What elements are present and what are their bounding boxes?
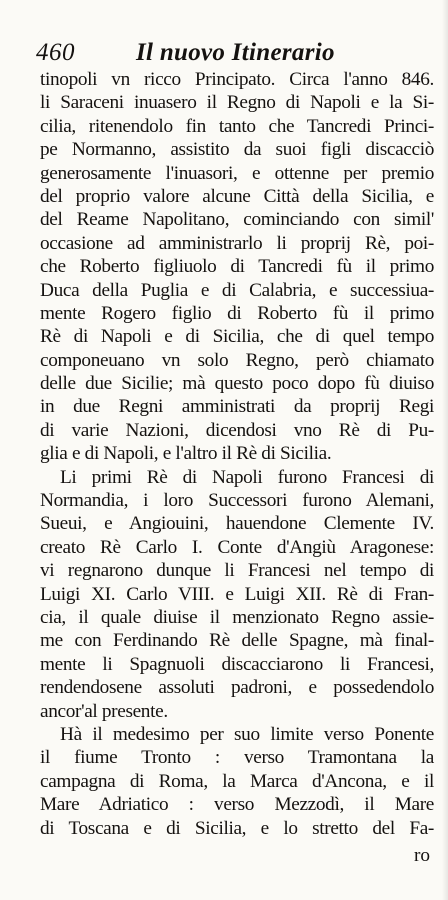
page-header [36,38,436,68]
text-line: Mare Adriatico : verso Mezzodì, il Mare [40,794,434,816]
text-line: vi regnarono dunque li Francesi nel tempo di [40,560,434,582]
page-edge-shadow [442,0,448,900]
text-line: del Reame Napolitano, cominciando con simil' [40,209,434,231]
text-line: creato Rè Carlo I. Conte d'Angiù Aragonese: [40,536,434,558]
text-line: cia, il quale diuise il menzionato Regno assie- [40,606,434,628]
text-line: li Saraceni inuasero il Regno di Napoli e la Si- [40,92,434,114]
text-line: generosamente l'inuasori, e ottenne per premio [40,162,434,184]
text-line: me con Ferdinando Rè delle Spagne, mà final- [40,630,434,652]
text-line: delle due Sicilie; mà questo poco dopo fù diuiso [40,373,434,395]
text-line: Hà il medesimo per suo limite verso Ponente [60,723,434,745]
text-line: pe Normanno, assistito da suoi figli discacciò [40,139,434,161]
text-line: rendendosene assoluti padroni, e possedendolo [40,677,434,699]
text-line: campagna di Roma, la Marca d'Ancona, e il [40,770,434,792]
text-line: Rè di Napoli e di Sicilia, che di quel tempo [40,326,434,348]
text-line: cilia, ritenendolo fin tanto che Tancredi Princi- [40,115,434,137]
text-line: mente Rogero figlio di Roberto fù il primo [40,302,434,324]
catchword: ro [413,845,430,866]
running-title: Il nuovo Itinerario [136,39,335,66]
text-line: Normandia, i loro Successori furono Alemani, [40,490,434,512]
text-line: Sueui, e Angiouini, hauendone Clemente IV. [40,513,434,535]
text-line: in due Regni amministrati da proprij Regi [40,396,434,418]
text-line: ancor'al presente. [40,700,168,722]
text-line: componeuano vn solo Regno, però chiamato [40,349,434,371]
text-line: occasione ad amministrarlo li proprij Rè, poi- [40,232,434,254]
page-number: 460 [36,39,75,66]
text-line: tinopoli vn ricco Principato. Circa l'anno 846. [40,69,434,90]
text-line: Luigi XI. Carlo VIII. e Luigi XII. Rè di Fran- [40,583,434,605]
text-line: Duca della Puglia e di Calabria, e successiua- [40,279,434,301]
text-line: che Roberto figliuolo di Tancredi fù il primo [40,256,434,278]
text-line: del proprio valore alcune Città della Sicilia, e [40,185,434,207]
text-line: di varie Nazioni, dicendosi vno Rè di Pu- [40,419,434,441]
body-text [40,68,434,840]
text-line: Li primi Rè di Napoli furono Francesi di [60,466,434,488]
text-line: mente li Spagnuoli discacciarono li Francesi, [40,653,434,675]
text-line: di Toscana e di Sicilia, e lo stretto del Fa- [40,817,434,839]
text-line: il fiume Tronto : verso Tramontana la [40,747,434,769]
text-line: glia e di Napoli, e l'altro il Rè di Sicilia. [40,443,332,465]
